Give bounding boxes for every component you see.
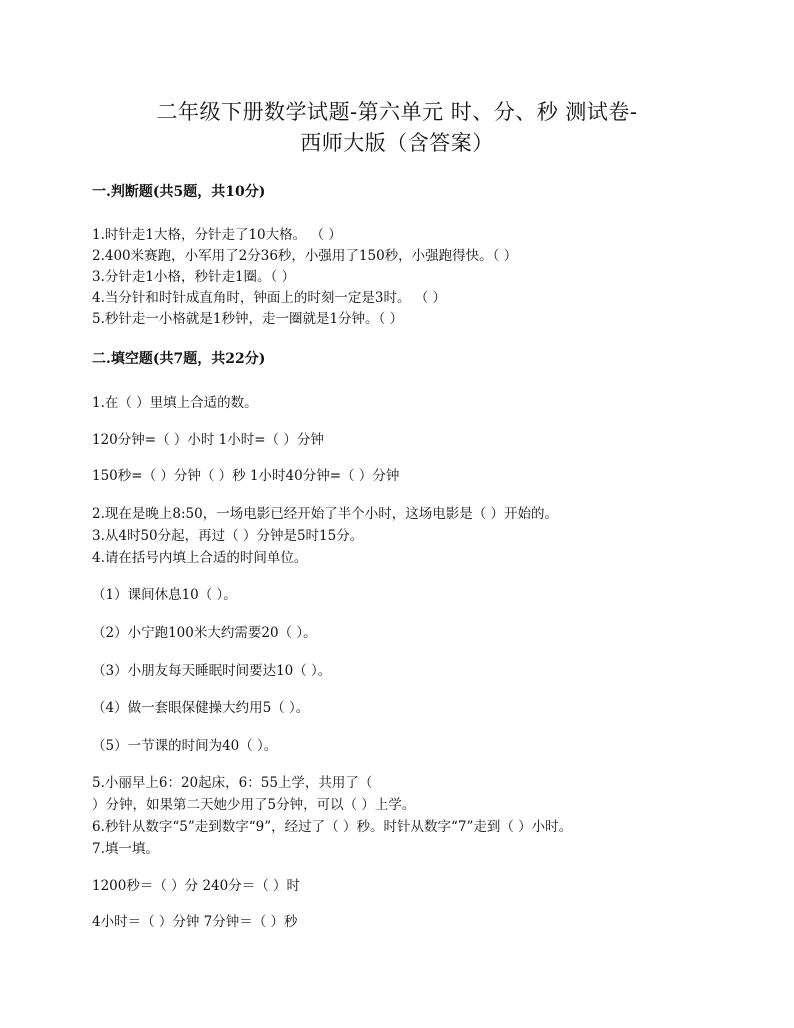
question-line: 1.时针走1大格，分针走了10大格。 （ ） [92,227,342,243]
question-line: 150秒=（ ）分钟（ ）秒 1小时40分钟=（ ）分钟 [92,468,400,484]
question-line: 1200秒＝（ ）分 240分＝（ ）时 [92,878,300,894]
question-line: 7.填一填。 [92,841,159,857]
question-line: （5）一节课的时间为40（ ）。 [92,738,278,754]
question-line: 4.当分针和时针成直角时，钟面上的时刻一定是3时。 （ ） [92,290,447,306]
question-line: 5.小丽早上6：20起床，6：55上学，共用了（ [92,775,373,791]
question-line: 2.400米赛跑，小军用了2分36秒，小强用了150秒，小强跑得快。（ ） [92,248,518,264]
question-line: （2）小宁跑100米大约需要20（ ）。 [92,625,317,641]
document-title-line2: 西师大版（含答案） [300,131,494,155]
question-line: （3）小朋友每天睡眠时间要达10（ ）。 [92,663,332,679]
section2-heading: 二.填空题(共7题，共22分) [92,351,266,367]
question-line: 120分钟=（ ）小时 1小时=（ ）分钟 [92,432,324,448]
question-line: 6.秒针从数字“5”走到数字“9”，经过了（ ）秒。时针从数字“7”走到（ ）小时。 [92,819,573,835]
question-line: 5.秒针走一小格就是1秒钟，走一圈就是1分钟。（ ） [92,311,404,327]
document-title-line1: 二年级下册数学试题-第六单元 时、分、秒 测试卷- [156,100,638,124]
question-line: 1.在（ ）里填上合适的数。 [92,395,258,411]
question-line: （1）课间休息10（ ）。 [92,587,237,603]
question-line: 4小时＝（ ）分钟 7分钟＝（ ）秒 [92,914,298,930]
question-line: 2.现在是晚上8:50，一场电影已经开始了半个小时，这场电影是（ ）开始的。 [92,506,558,522]
question-line: （4）做一套眼保健操大约用5（ ）。 [92,700,310,716]
question-line: ）分钟，如果第二天她少用了5分钟，可以（ ）上学。 [92,797,416,813]
question-line: 4.请在括号内填上合适的时间单位。 [92,550,308,566]
section1-heading: 一.判断题(共5题，共10分) [92,184,266,200]
question-line: 3.分针走1小格，秒针走1圈。（ ） [92,269,296,285]
question-line: 3.从4时50分起，再过（ ）分钟是5时15分。 [92,528,364,544]
